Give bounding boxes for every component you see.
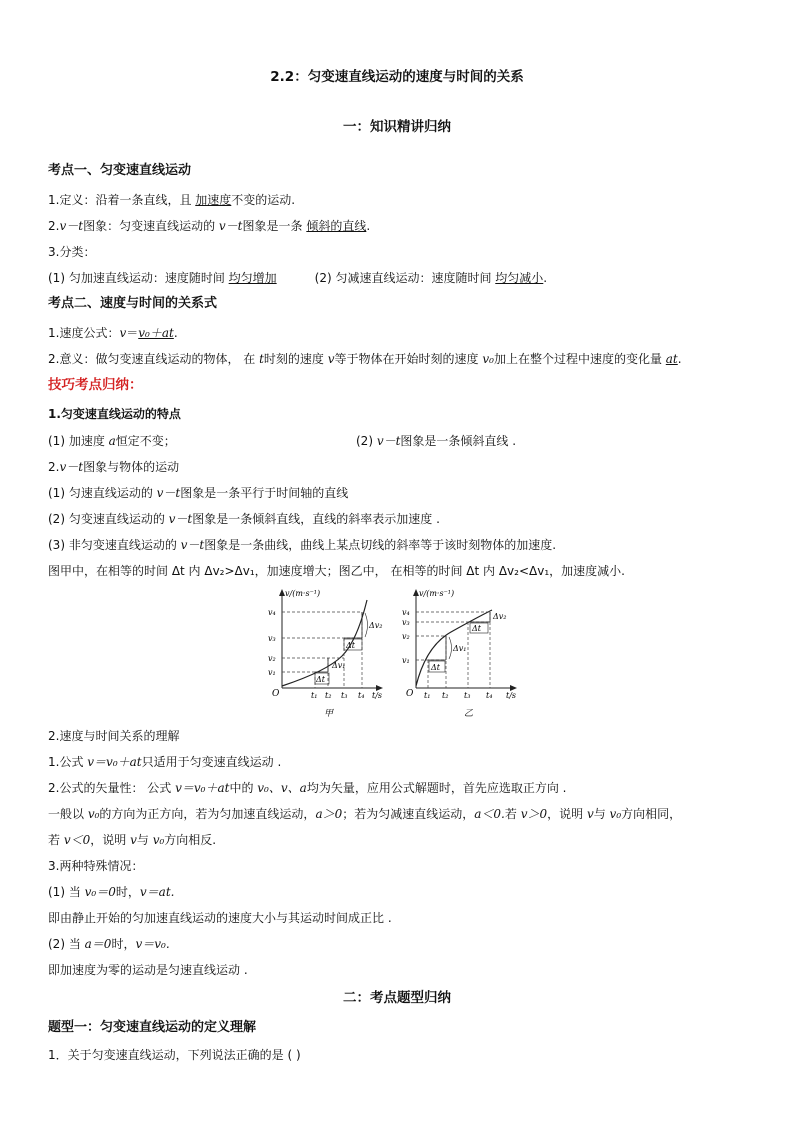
skills-item-1: 1.匀变速直线运动的特点	[48, 407, 181, 421]
understand-p5: 3.两种特殊情况：	[48, 859, 144, 873]
section-heading-1: 一：知识精讲归纳	[343, 119, 451, 135]
kp1-classification: 3.分类：	[48, 245, 96, 259]
kp1-classes: (1) 匀加速直线运动：速度随时间 均匀增加 (2) 匀减速直线运动：速度随时间 均匀减小.	[48, 271, 548, 285]
understand-p6: (1) 当 v₀＝0时，v＝at.	[48, 885, 175, 899]
xtick-t1: t₁	[424, 691, 431, 700]
origin-label: O	[272, 689, 280, 699]
understand-p3: 一般以 v₀的方向为正方向，若为匀加速直线运动，a＞0；若为匀减速直线运动，a＜0.若 v＞0，说明 v与 v₀方向相同，	[48, 807, 682, 821]
xtick-t2: t₂	[442, 691, 449, 700]
understand-p2: 2.公式的矢量性： 公式 v＝v₀＋at中的 v₀、v、a均为矢量，应用公式解题时，首先应选取正方向 .	[48, 781, 567, 795]
figure-caption: 乙	[464, 709, 474, 719]
vt-graph-yi	[396, 586, 526, 722]
ytick-v1: v₁	[402, 656, 410, 665]
understand-heading: 2.速度与时间关系的理解	[48, 729, 180, 743]
kp2-formula: 1.速度公式：v＝v₀＋at.	[48, 326, 178, 340]
figure-caption: 甲	[324, 709, 334, 719]
skills-item-2b: (2) 匀变速直线运动的 v－t图象是一条倾斜直线，直线的斜率表示加速度 .	[48, 512, 440, 526]
vt-graph-jia	[262, 586, 392, 722]
x-axis-label: t/s	[372, 691, 383, 700]
label-delta-t-1: Δt	[431, 663, 440, 672]
ytick-v4: v₄	[268, 608, 276, 617]
question-1: 1．关于匀变速直线运动，下列说法正确的是 ( )	[48, 1048, 301, 1062]
page-title: 2.2：匀变速直线运动的速度与时间的关系	[270, 69, 524, 85]
ytick-v2: v₂	[268, 654, 276, 663]
label-delta-v2: Δv₂	[493, 612, 507, 621]
ytick-v2: v₂	[402, 632, 410, 641]
understand-p8: (2) 当 a＝0时，v＝v₀.	[48, 937, 170, 951]
label-delta-v1: Δv₁	[332, 661, 346, 670]
delta-v1-bracket	[428, 636, 446, 660]
ytick-v3: v₃	[402, 618, 410, 627]
skills-item-2d: 图甲中，在相等的时间 Δt 内 Δv₂>Δv₁，加速度增大；图乙中， 在相等的时间 Δt 内 Δv₂<Δv₁，加速度减小.	[48, 564, 625, 578]
xtick-t1: t₁	[311, 691, 318, 700]
xtick-t4: t₄	[358, 691, 365, 700]
skills-heading: 技巧考点归纳：	[48, 377, 143, 393]
xtick-t2: t₂	[325, 691, 332, 700]
ytick-v3: v₃	[268, 634, 276, 643]
label-delta-t-2: Δt	[346, 641, 355, 650]
y-axis-label: v/(m·s⁻¹)	[285, 589, 321, 598]
label-delta-v2: Δv₂	[369, 621, 383, 630]
skills-item-2: 2.v－t图象与物体的运动	[48, 460, 180, 474]
understand-p7: 即由静止开始的匀加速直线运动的速度大小与其运动时间成正比 .	[48, 911, 392, 925]
xtick-t3: t₃	[464, 691, 471, 700]
skills-item-2a: (1) 匀速直线运动的 v－t图象是一条平行于时间轴的直线	[48, 486, 349, 500]
skills-item-1b: (2) v－t图象是一条倾斜直线 .	[356, 434, 517, 448]
xtick-t4: t₄	[486, 691, 493, 700]
kp2-heading: 考点二、速度与时间的关系式	[48, 296, 218, 311]
section-heading-2: 二：考点题型归纳	[343, 990, 451, 1006]
label-delta-v1: Δv₁	[453, 644, 467, 653]
ytick-v1: v₁	[268, 668, 276, 677]
kp1-vt-graph: 2.v－t图象：匀变速直线运动的 v－t图象是一条 倾斜的直线.	[48, 219, 371, 233]
skills-item-2c: (3) 非匀变速直线运动的 v－t图象是一条曲线，曲线上某点切线的斜率等于该时刻物体的加速度.	[48, 538, 557, 552]
understand-p1: 1.公式 v＝v₀＋at只适用于匀变速直线运动 .	[48, 755, 282, 769]
label-delta-t-2: Δt	[472, 624, 481, 633]
understand-p4: 若 v＜0，说明 v与 v₀方向相反.	[48, 833, 217, 847]
y-axis-label: v/(m·s⁻¹)	[419, 589, 455, 598]
label-delta-t-1: Δt	[316, 675, 325, 684]
origin-label: O	[406, 689, 414, 699]
ytick-v4: v₄	[402, 608, 410, 617]
kp1-heading: 考点一、匀变速直线运动	[48, 163, 192, 178]
delta-v2-brace	[365, 613, 368, 637]
x-axis-label: t/s	[506, 691, 517, 700]
xtick-t3: t₃	[341, 691, 348, 700]
figure-jia	[262, 586, 392, 722]
kp2-meaning: 2.意义：做匀变速直线运动的物体， 在 t时刻的速度 v等于物体在开始时刻的速度 v₀加上在整个过程中速度的变化量 at.	[48, 352, 682, 366]
question-type-1: 题型一：匀变速直线运动的定义理解	[48, 1020, 257, 1035]
understand-p9: 即加速度为零的运动是匀速直线运动 .	[48, 963, 248, 977]
figure-yi	[396, 586, 526, 722]
kp1-definition: 1.定义：沿着一条直线，且 加速度不变的运动.	[48, 193, 296, 207]
delta-v1-brace	[449, 637, 452, 659]
skills-item-1a: (1) 加速度 a恒定不变；	[48, 434, 176, 448]
